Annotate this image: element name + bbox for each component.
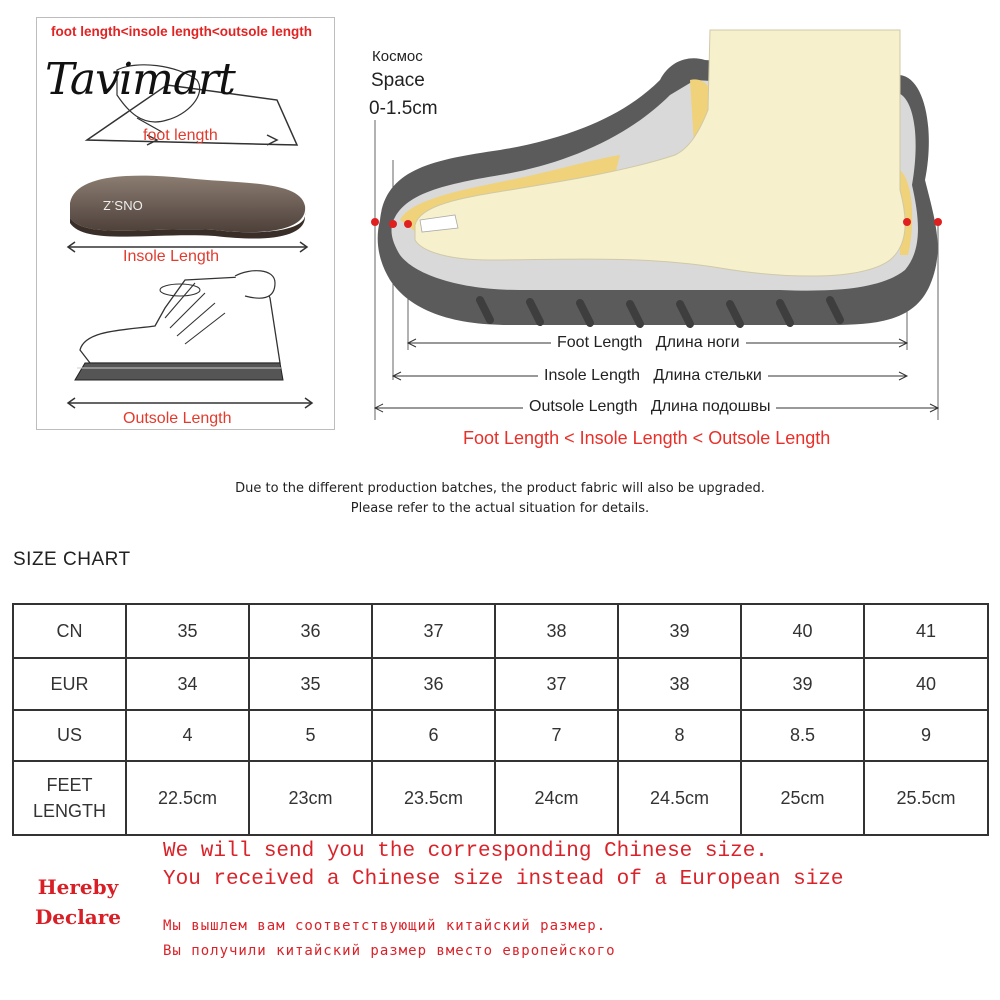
foot-length-en: Foot Length: [557, 334, 643, 351]
diagram-row-insole-length: [538, 367, 768, 385]
insole-length-ru: Длина стельки: [653, 367, 762, 384]
outsole-length-ru: Длина подошвы: [650, 398, 771, 415]
table-cell: 34: [126, 658, 249, 710]
table-row-us: [13, 710, 988, 761]
table-cell: 39: [618, 604, 741, 658]
table-cell: 9: [864, 710, 988, 761]
outsole-length-en: Outsole Length: [529, 398, 638, 415]
insole-length-en: Insole Length: [544, 367, 641, 384]
declaration-title-line: Hereby: [37, 875, 119, 899]
brand-watermark: Tavimart: [45, 54, 235, 105]
row-label-us: US: [13, 710, 126, 761]
table-cell: 8.5: [741, 710, 864, 761]
table-cell: 24.5cm: [618, 761, 741, 835]
foot-length-ru: Длина ноги: [655, 334, 740, 351]
table-cell: 39: [741, 658, 864, 710]
declaration-title: [28, 872, 128, 932]
table-cell: 40: [741, 604, 864, 658]
size-chart-table: [12, 603, 989, 836]
table-cell: 8: [618, 710, 741, 761]
row-label-line: FEET: [46, 775, 93, 795]
diagram-row-foot-length: [551, 334, 746, 352]
formula-text: foot length<insole length<outsole length: [51, 24, 312, 39]
table-cell: 36: [372, 658, 495, 710]
insole-length-label: Insole Length: [123, 248, 220, 265]
table-cell: 35: [249, 658, 372, 710]
table-row-eur: [13, 658, 988, 710]
diagram-row-outsole-length: [523, 398, 776, 416]
table-cell: 36: [249, 604, 372, 658]
table-cell: 5: [249, 710, 372, 761]
row-label-eur: EUR: [13, 658, 126, 710]
foot-length-label: foot length: [143, 127, 218, 144]
declaration-en-line-2: You received a Chinese size instead of a European size: [163, 868, 844, 891]
table-cell: 23cm: [249, 761, 372, 835]
table-cell: 40: [864, 658, 988, 710]
outsole-length-arrow: [65, 396, 315, 410]
notice-line-1: Due to the different production batches, the product fabric will also be upgraded.: [235, 481, 765, 496]
table-row-cn: [13, 604, 988, 658]
table-cell: 37: [495, 658, 618, 710]
table-cell: 37: [372, 604, 495, 658]
table-cell: 25cm: [741, 761, 864, 835]
declaration-en-line-1: We will send you the corresponding Chinese size.: [163, 840, 768, 863]
notice-line-2: Please refer to the actual situation for details.: [350, 501, 650, 516]
length-comparison-text: Foot Length < Insole Length < Outsole Length: [463, 428, 831, 448]
row-label-feet-length: [13, 761, 126, 835]
measurement-illustration-panel: [36, 17, 335, 430]
row-label-cn: CN: [13, 604, 126, 658]
table-cell: 25.5cm: [864, 761, 988, 835]
declaration-ru-line-2: Вы получили китайский размер вместо европейского: [163, 943, 616, 959]
table-cell: 6: [372, 710, 495, 761]
table-cell: 23.5cm: [372, 761, 495, 835]
size-chart-title: SIZE CHART: [13, 549, 131, 570]
table-cell: 24cm: [495, 761, 618, 835]
space-label-ru: Космос: [372, 48, 423, 65]
table-cell: 22.5cm: [126, 761, 249, 835]
row-label-line: LENGTH: [32, 801, 106, 821]
table-cell: 4: [126, 710, 249, 761]
table-cell: 35: [126, 604, 249, 658]
table-cell: 38: [495, 604, 618, 658]
boot-illustration: [65, 268, 315, 398]
table-cell: 7: [495, 710, 618, 761]
table-row-feet-length: [13, 761, 988, 835]
declaration-title-line: Declare: [34, 905, 122, 929]
outsole-length-label: Outsole Length: [123, 410, 232, 427]
insole-logo: ONS.Z: [103, 198, 143, 213]
table-cell: 41: [864, 604, 988, 658]
space-range: 0-1.5cm: [369, 98, 438, 119]
declaration-ru-line-1: Мы вышлем вам соответствующий китайский размер.: [163, 918, 607, 934]
space-label-en: Space: [371, 70, 425, 91]
table-cell: 38: [618, 658, 741, 710]
